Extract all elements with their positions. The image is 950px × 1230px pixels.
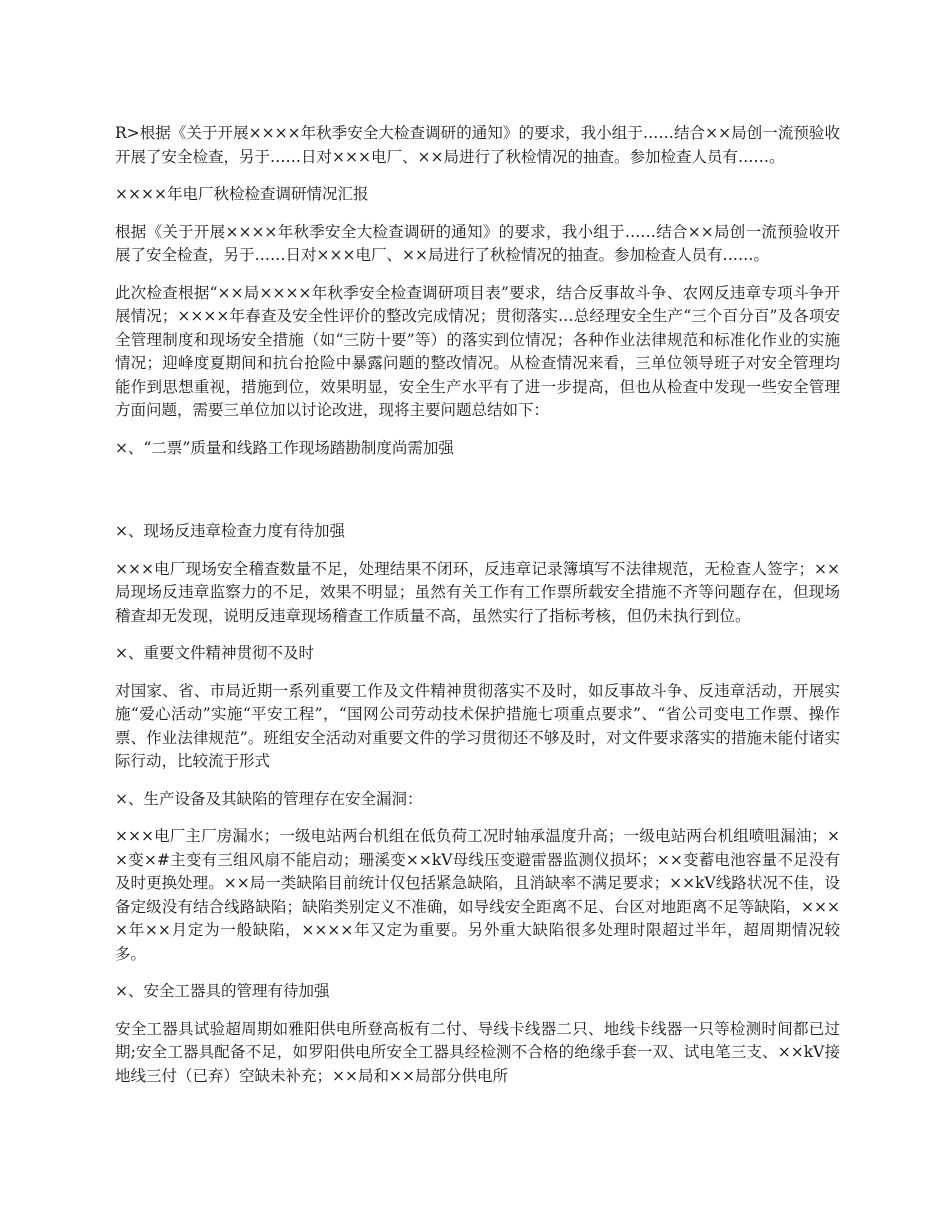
document-body bbox=[115, 122, 840, 1102]
paragraph-overview: 此次检查根据“××局××××年秋季安全检查调研项目表”要求，结合反事故斗争、农网反违章专项斗争开展情况；××××年春查及安全性评价的整改完成情况；贯彻落实…总经理安全生产“三个百分百”及各项安全管理制度和现场安全措施（如“三防十要”等）的落实到位情况；各种作业法律规范和标准化作业的实施情况；迎峰度夏期间和抗台抢险中暴露问题的整改情况。从检查情况来看，三单位领导班子对安全管理均能作到思想重视，措施到位，效果明显，安全生产水平有了进一步提高，但也从检查中发现一些安全管理方面问题，需要三单位加以讨论改进，现将主要问题总结如下： bbox=[115, 283, 840, 419]
section-heading-documents: ×、重要文件精神贯彻不及时 bbox=[115, 644, 314, 662]
section-heading-tools: ×、安全工器具的管理有待加强 bbox=[115, 982, 330, 1000]
paragraph-equipment: ×××电厂主厂房漏水；一级电站两台机组在低负荷工况时轴承温度升高；一级电站两台机组喷咀漏油；××变×#主变有三组风扇不能启动；珊溪变××kV母线压变避雷器监测仪损坏；××变蓄电池容量不足没有及时更换处理。××局一类缺陷目前统计仅包括紧急缺陷，且消缺率不满足要求；××kV线路状况不佳，设备定级没有结合线路缺陷；缺陷类别定义不准确，如导线安全距离不足、台区对地距离不足等缺陷，××××年××月定为一般缺陷，××××年又定为重要。另外重大缺陷很多处理时限超过半年，超周期情况较多。 bbox=[115, 827, 841, 963]
section-heading-equipment: ×、生产设备及其缺陷的管理存在安全漏洞： bbox=[115, 789, 423, 808]
intro-paragraph: R>根据《关于开展××××年秋季安全大检查调研的通知》的要求，我小组于……结合××局创一流预验收开展了安全检查，另于……日对×××电厂、××局进行了秋检情况的抽查。参加检查人员有……。 bbox=[115, 124, 840, 166]
paragraph-background: 根据《关于开展××××年秋季安全大检查调研的通知》的要求，我小组于……结合××局创一流预验收开展了安全检查，另于……日对×××电厂、××局进行了秋检情况的抽查。参加检查人员有……。 bbox=[115, 222, 840, 264]
paragraph-documents: 对国家、省、市局近期一系列重要工作及文件精神贯彻落实不及时，如反事故斗争、反违章活动，开展实施“爱心活动”实施“平安工程”，“国网公司劳动技术保护措施七项重点要求”、“省公司变电工作票、操作票、作业法律规范”。班组安全活动对重要文件的学习贯彻还不够及时，对文件要求落实的措施未能付诸实际行动，比较流于形式 bbox=[115, 681, 840, 770]
paragraph-tools: 安全工器具试验超周期如雅阳供电所登高板有二付、导线卡线器二只、地线卡线器一只等检测时间都已过期;安全工器具配备不足，如罗阳供电所安全工器具经检测不合格的绝缘手套一双、试电笔三支、××kV接地线三付（已弃）空缺未补充；××局和××局部分供电所 bbox=[115, 1019, 840, 1085]
paragraph-anti-violation: ×××电厂现场安全稽查数量不足，处理结果不闭环，反违章记录簿填写不法律规范，无检查人签字；××局现场反违章监察力的不足，效果不明显；虽然有关工作有工作票所载安全措施不齐等问题存在，但现场稽查却无发现，说明反违章现场稽查工作质量不高，虽然实行了指标考核，但仍未执行到位。 bbox=[115, 559, 840, 625]
section-heading-anti-violation: ×、现场反违章检查力度有待加强 bbox=[115, 522, 345, 540]
section-heading-two-tickets: ×、“二票”质量和线路工作现场踏勘制度尚需加强 bbox=[115, 438, 454, 457]
spacer bbox=[115, 474, 840, 520]
document-title: ××××年电厂秋检检查调研情况汇报 bbox=[115, 185, 369, 203]
